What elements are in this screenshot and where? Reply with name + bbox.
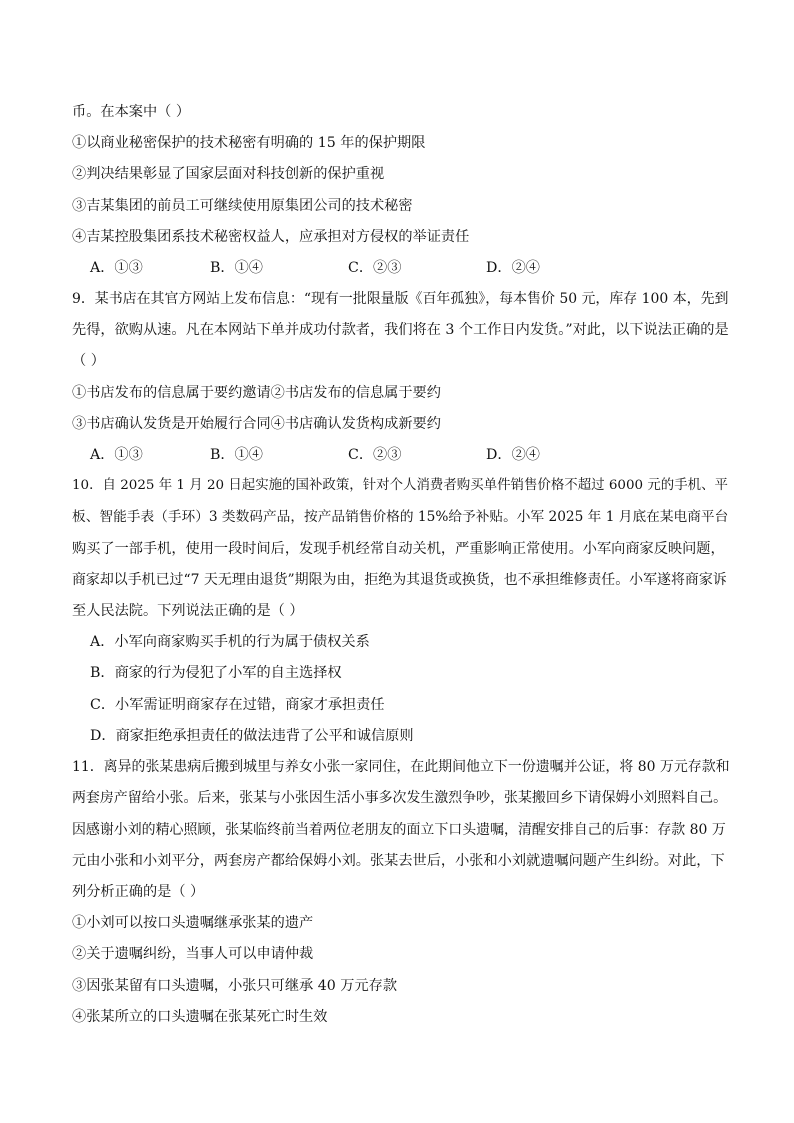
q11-stem-line-3: 因感谢小刘的精心照顾，张某临终前当着两位老朋友的面立下口头遗嘱，清醒安排自己的后事：存款 80 万 (72, 822, 726, 838)
q11-item-2: ②关于遗嘱纠纷，当事人可以申请仲裁 (72, 946, 314, 962)
q8-option-a[interactable]: A．①③ (90, 260, 143, 276)
q10-stem-line-5: 至人民法院。下列说法正确的是（ ） (72, 603, 304, 619)
q11-stem-line-1: 11．离异的张某患病后搬到城里与养女小张一家同住，在此期间他立下一份遗嘱并公证，将 80 万元存款和 (72, 759, 730, 775)
q9-option-a[interactable]: A．①③ (90, 447, 143, 463)
q11-stem-line-5: 列分析正确的是（ ） (72, 884, 205, 900)
q9-stem-line-1: 9．某书店在其官方网站上发布信息：“现有一批限量版《百年孤独》，每本售价 50 元，库存 100 本，先到 (72, 291, 729, 307)
q10-option-c[interactable]: C．小军需证明商家存在过错，商家才承担责任 (90, 697, 385, 713)
q8-option-d[interactable]: D．②④ (486, 260, 540, 276)
q9-option-b[interactable]: B．①④ (210, 447, 263, 463)
q10-stem-line-4: 商家却以手机已过“7 天无理由退货”期限为由，拒绝为其退货或换货，也不承担维修责任。小军遂将商家诉 (72, 572, 727, 588)
q10-option-a[interactable]: A．小军向商家购买手机的行为属于债权关系 (90, 634, 370, 650)
q8-stem-tail: 币。在本案中（ ） (72, 104, 191, 120)
q11-stem-line-4: 元由小张和小刘平分，两套房产都给保姆小刘。张某去世后，小张和小刘就遗嘱问题产生纠纷。对此，下 (72, 853, 725, 869)
q10-stem-line-1: 10．自 2025 年 1 月 20 日起实施的国补政策，针对个人消费者购买单件销售价格不超过 6000 元的手机、平 (72, 478, 728, 493)
q10-stem-line-2: 板、智能手表（手环）3 类数码产品，按产品销售价格的 15%给予补贴。小军 2025 年 1 月底在某电商平台 (72, 509, 729, 525)
q11-item-3: ③因张某留有口头遗嘱，小张只可继承 40 万元存款 (72, 978, 398, 994)
q8-option-b[interactable]: B．①④ (210, 260, 263, 276)
q11-item-4: ④张某所立的口头遗嘱在张某死亡时生效 (72, 1009, 328, 1025)
q8-item-4: ④吉某控股集团系技术秘密权益人，应承担对方侵权的举证责任 (72, 229, 470, 245)
q9-answer-blank: （ ） (72, 353, 105, 369)
q11-stem-line-2: 两套房产留给小张。后来，张某与小张因生活小事多次发生激烈争吵，张某搬回乡下请保姆小刘照料自己。 (72, 790, 728, 806)
q10-option-d[interactable]: D．商家拒绝承担责任的做法违背了公平和诚信原则 (90, 728, 414, 744)
q8-item-2: ②判决结果彰显了国家层面对科技创新的保护重视 (72, 166, 385, 182)
q8-item-1: ①以商业秘密保护的技术秘密有明确的 15 年的保护期限 (72, 135, 426, 151)
q9-item-1-2: ①书店发布的信息属于要约邀请②书店发布的信息属于要约 (72, 385, 441, 401)
q10-option-b[interactable]: B．商家的行为侵犯了小军的自主选择权 (90, 665, 342, 681)
q9-option-c[interactable]: C．②③ (348, 447, 402, 463)
q8-item-3: ③吉某集团的前员工可继续使用原集团公司的技术秘密 (72, 198, 413, 214)
q9-item-3-4: ③书店确认发货是开始履行合同④书店确认发货构成新要约 (72, 416, 441, 432)
q9-stem-line-2: 先得，欲购从速。凡在本网站下单并成功付款者，我们将在 3 个工作日内发货。”对此，以下说法正确的是 (72, 322, 729, 338)
q11-item-1: ①小刘可以按口头遗嘱继承张某的遗产 (72, 915, 314, 931)
q9-option-d[interactable]: D．②④ (486, 447, 540, 463)
q8-option-c[interactable]: C．②③ (348, 260, 402, 276)
q10-stem-line-3: 购买了一部手机，使用一段时间后，发现手机经常自动关机，严重影响正常使用。小军向商家反映问题， (72, 541, 725, 557)
